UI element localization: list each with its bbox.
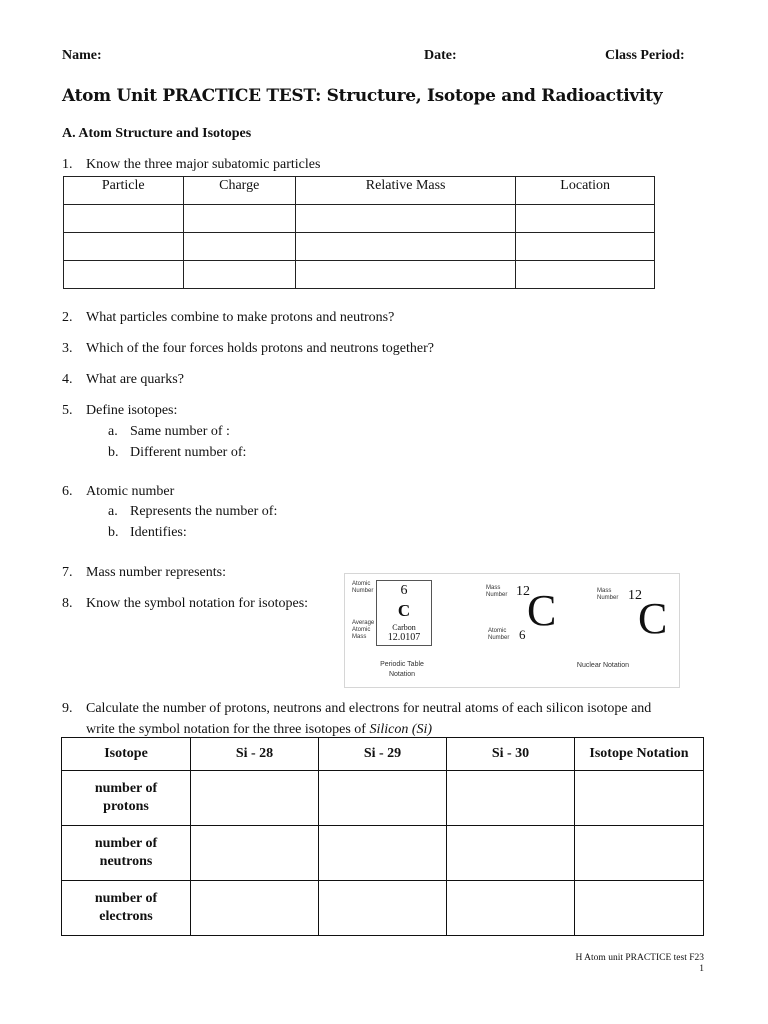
question-text: write the symbol notation for the three isotopes of — [86, 722, 370, 737]
answer-cell[interactable] — [516, 205, 655, 233]
question-text: Calculate the number of protons, neutrons and electrons for neutral atoms of each silicon isotope and — [86, 701, 652, 716]
periodic-table-tile — [376, 580, 432, 646]
question-text: Know the symbol notation for isotopes: — [86, 596, 309, 611]
sub-label: a. — [108, 504, 118, 519]
nuclear-symbol: C — [527, 586, 557, 635]
row-label-text: number of neutrons — [94, 836, 158, 869]
answer-cell[interactable] — [295, 233, 515, 261]
tile-atomic-number: 6 — [400, 583, 408, 598]
question-text: Know the three major subatomic particles — [86, 157, 321, 172]
answer-cell[interactable] — [64, 261, 184, 289]
atomic-number-label-nuclear: Atomic Number — [488, 628, 510, 641]
question-number: 9. — [62, 701, 73, 716]
table-header-row — [64, 177, 655, 205]
answer-cell[interactable] — [191, 881, 319, 936]
tile-atomic-mass: 12.0107 — [387, 632, 421, 643]
atomic-number-label: Atomic Number — [352, 581, 374, 594]
nuclear-symbol-2: C — [638, 594, 668, 643]
section-a-heading: A. Atom Structure and Isotopes — [62, 126, 252, 141]
question-6 — [62, 484, 174, 500]
question-number: 2. — [62, 310, 73, 325]
answer-cell[interactable] — [191, 826, 319, 881]
question-number: 7. — [62, 565, 73, 580]
answer-cell[interactable] — [183, 233, 295, 261]
row-label-electrons — [62, 881, 191, 936]
periodic-table-caption: Periodic Table Notation — [380, 661, 424, 678]
footer — [575, 953, 704, 975]
mass-number-2: 12 — [628, 588, 642, 603]
sub-text: Represents the number of: — [130, 504, 278, 519]
sub-text: Same number of : — [130, 424, 230, 439]
tile-element-name: Carbon — [392, 623, 416, 632]
answer-cell[interactable] — [516, 261, 655, 289]
answer-cell[interactable] — [447, 881, 575, 936]
average-atomic-mass-label: Average Atomic Mass — [352, 620, 375, 640]
answer-cell[interactable] — [295, 205, 515, 233]
question-5 — [62, 403, 177, 419]
answer-cell[interactable] — [575, 881, 704, 936]
question-2 — [62, 310, 394, 326]
row-label-neutrons — [62, 826, 191, 881]
question-number: 1. — [62, 157, 73, 172]
atomic-number: 6 — [519, 627, 526, 642]
sub-label: b. — [108, 525, 119, 540]
answer-cell[interactable] — [516, 233, 655, 261]
mass-number: 12 — [516, 584, 530, 599]
answer-cell[interactable] — [191, 771, 319, 826]
nuclear-notation-caption: Nuclear Notation — [576, 662, 630, 669]
question-6b — [108, 525, 187, 541]
table-row — [64, 261, 655, 289]
row-label-protons — [62, 771, 191, 826]
question-4 — [62, 372, 184, 388]
answer-cell[interactable] — [183, 205, 295, 233]
question-1 — [62, 157, 320, 173]
table-row — [62, 881, 704, 936]
isotope-notation-figure — [344, 573, 680, 688]
page-number: 1 — [699, 964, 704, 974]
question-text: What are quarks? — [86, 372, 184, 387]
row-label-text: number of protons — [94, 781, 158, 814]
header-location: Location — [516, 177, 655, 205]
answer-cell[interactable] — [319, 771, 447, 826]
answer-cell[interactable] — [319, 826, 447, 881]
answer-cell[interactable] — [64, 205, 184, 233]
answer-cell[interactable] — [64, 233, 184, 261]
tile-symbol: C — [397, 601, 411, 620]
question-8 — [62, 596, 308, 612]
answer-cell[interactable] — [319, 881, 447, 936]
answer-cell[interactable] — [183, 261, 295, 289]
row-label-text: number of electrons — [94, 891, 158, 924]
question-5b — [108, 445, 246, 461]
question-number: 5. — [62, 403, 73, 418]
question-number: 4. — [62, 372, 73, 387]
question-text: What particles combine to make protons and neutrons? — [86, 310, 395, 325]
question-7 — [62, 565, 226, 581]
particle-table — [63, 176, 655, 289]
name-label: Name: — [62, 48, 102, 63]
sub-text: Different number of: — [130, 445, 247, 460]
question-number: 8. — [62, 596, 73, 611]
question-5a — [108, 424, 230, 440]
date-label: Date: — [424, 48, 457, 63]
answer-cell[interactable] — [447, 771, 575, 826]
silicon-italic: Silicon (Si) — [369, 722, 433, 737]
question-9 — [62, 698, 702, 740]
isotope-table — [61, 737, 704, 936]
mass-number-label-2: Mass Number — [597, 588, 619, 601]
table-row — [64, 205, 655, 233]
question-6a — [108, 504, 277, 520]
question-3 — [62, 341, 434, 357]
mass-number-label: Mass Number — [486, 585, 508, 598]
question-text: Mass number represents: — [86, 565, 226, 580]
table-row — [62, 826, 704, 881]
page-title: Atom Unit PRACTICE TEST: Structure, Isotope and Radioactivity — [62, 86, 663, 106]
question-text: Which of the four forces holds protons and neutrons together? — [86, 341, 434, 356]
question-number: 6. — [62, 484, 73, 499]
header-charge: Charge — [183, 177, 295, 205]
answer-cell[interactable] — [447, 826, 575, 881]
answer-cell[interactable] — [575, 826, 704, 881]
header-si-30: Si - 30 — [447, 738, 575, 771]
answer-cell[interactable] — [575, 771, 704, 826]
table-row — [62, 771, 704, 826]
sub-text: Identifies: — [130, 525, 187, 540]
header-particle: Particle — [64, 177, 184, 205]
question-text: Define isotopes: — [86, 403, 178, 418]
class-period-label: Class Period: — [605, 48, 685, 63]
header-relative-mass: Relative Mass — [295, 177, 515, 205]
table-header-row — [62, 738, 704, 771]
header-si-28: Si - 28 — [191, 738, 319, 771]
header-si-29: Si - 29 — [319, 738, 447, 771]
header-isotope: Isotope — [62, 738, 191, 771]
footer-title: H Atom unit PRACTICE test F23 — [575, 953, 704, 963]
sub-label: b. — [108, 445, 119, 460]
answer-cell[interactable] — [295, 261, 515, 289]
sub-label: a. — [108, 424, 118, 439]
question-number: 3. — [62, 341, 73, 356]
header-isotope-notation: Isotope Notation — [575, 738, 704, 771]
question-text: Atomic number — [86, 484, 175, 499]
table-row — [64, 233, 655, 261]
